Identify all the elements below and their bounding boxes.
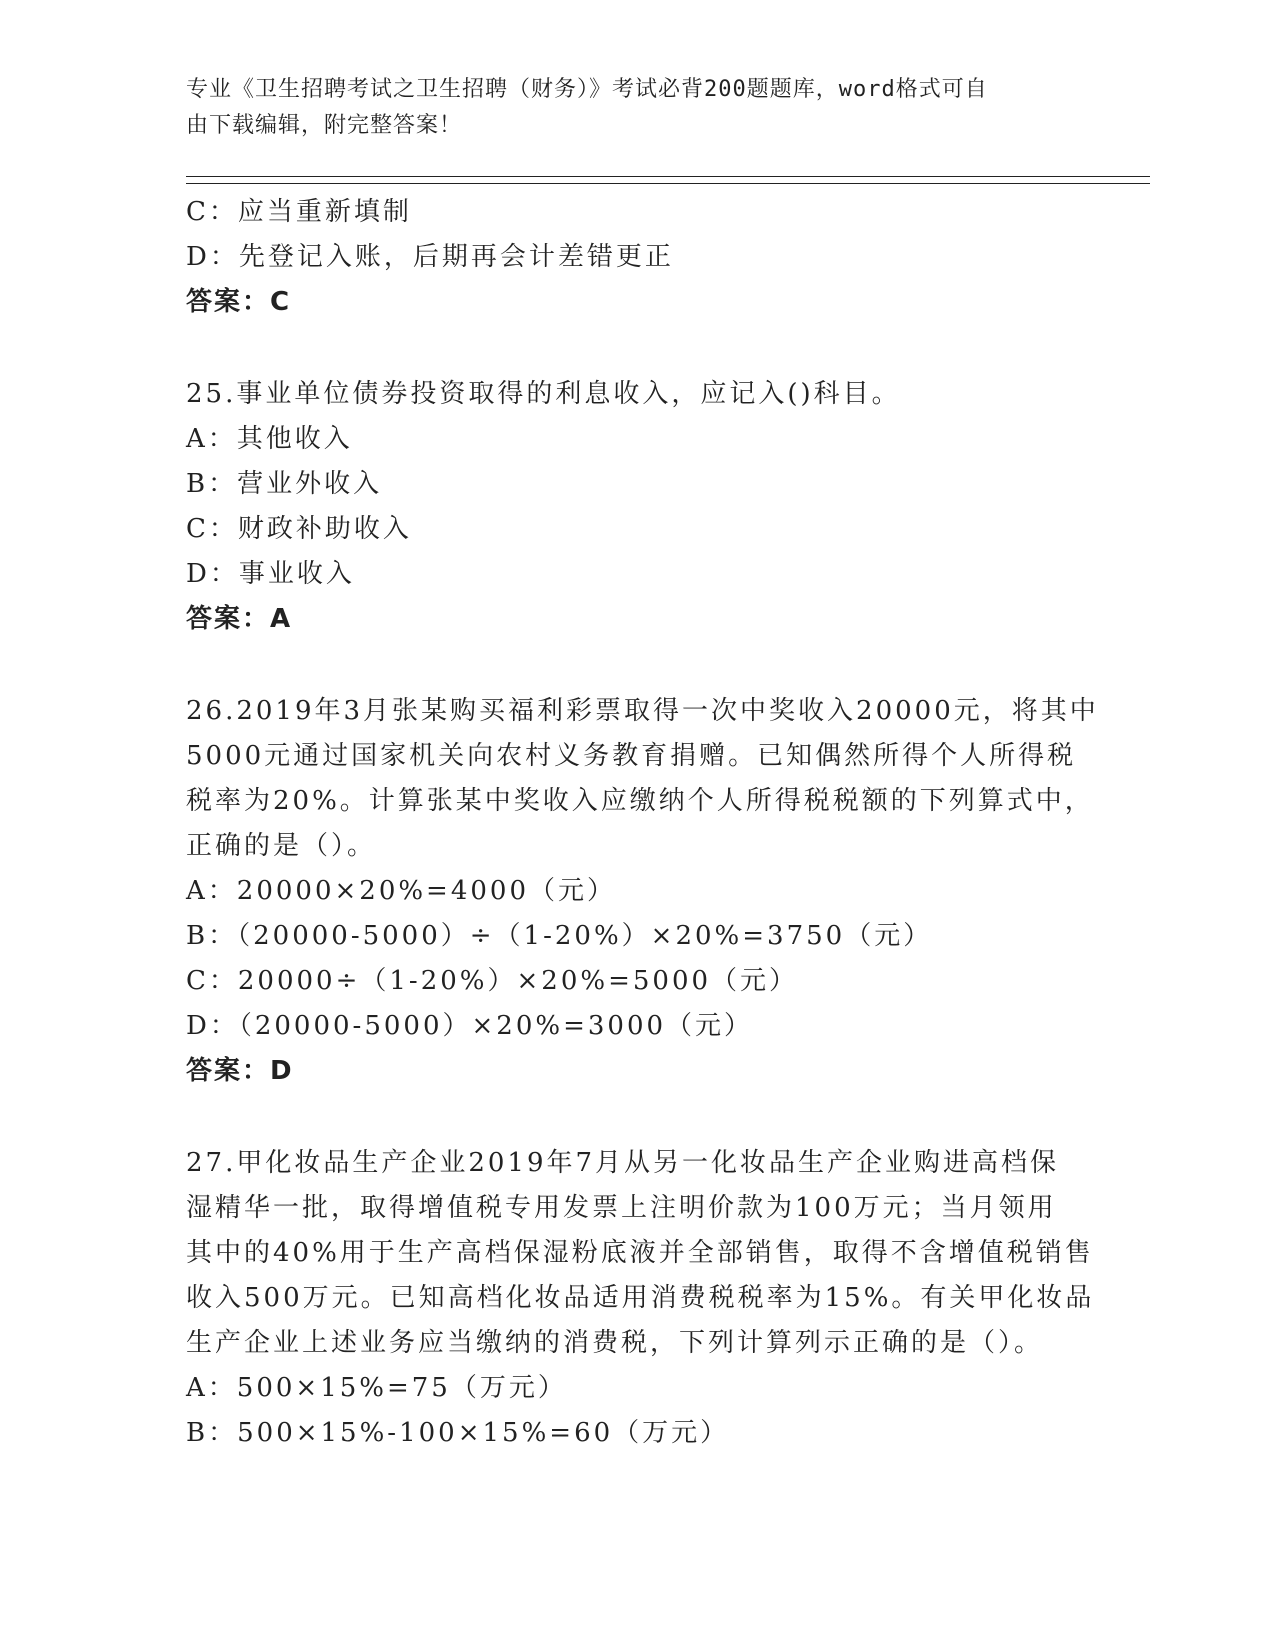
- question-stem-line: 湿精华一批，取得增值税专用发票上注明价款为100万元；当月领用: [186, 1193, 1057, 1223]
- question-stem-line: 生产企业上述业务应当缴纳的消费税，下列计算列示正确的是（）。: [186, 1328, 1044, 1358]
- option-d: D：先登记入账，后期再会计差错更正: [186, 242, 674, 272]
- spacer: [186, 325, 1086, 372]
- header-divider: [186, 176, 1150, 184]
- option-c: C：财政补助收入: [186, 514, 412, 544]
- option-a: A：500×15%=75（万元）: [186, 1373, 567, 1403]
- question-26: [186, 689, 1099, 1094]
- header-line-2: 由下载编辑，附完整答案！: [186, 113, 463, 138]
- question-stem-line: 收入500万元。已知高档化妆品适用消费税税率为15%。有关甲化妆品: [186, 1283, 1095, 1313]
- option-a: A：20000×20%=4000（元）: [186, 876, 617, 906]
- option-a: A：其他收入: [186, 424, 353, 454]
- option-d: D：事业收入: [186, 559, 355, 589]
- answer: 答案：A: [186, 604, 293, 634]
- option-c: C：应当重新填制: [186, 197, 412, 227]
- option-c: C：20000÷（1-20%）×20%=5000（元）: [186, 966, 799, 996]
- question-stem-line: 27.甲化妆品生产企业2019年7月从另一化妆品生产企业购进高档保: [186, 1148, 1060, 1178]
- document-header: [186, 72, 1066, 144]
- document-body: [186, 190, 1099, 1456]
- answer: 答案：D: [186, 1056, 294, 1086]
- question-25: [186, 372, 1086, 642]
- question-stem-line: 其中的40%用于生产高档保湿粉底液并全部销售，取得不含增值税销售: [186, 1238, 1094, 1268]
- question-stem: 25.事业单位债券投资取得的利息收入，应记入()科目。: [186, 379, 901, 409]
- question-24: [186, 190, 1086, 325]
- answer: 答案：C: [186, 287, 292, 317]
- question-stem-line: 26.2019年3月张某购买福利彩票取得一次中奖收入20000元，将其中: [186, 696, 1099, 726]
- spacer: [186, 1094, 1086, 1141]
- question-27: [186, 1141, 1095, 1456]
- option-b: B：营业外收入: [186, 469, 383, 499]
- spacer: [186, 642, 1086, 689]
- header-line-1: 专业《卫生招聘考试之卫生招聘（财务）》考试必背200题题库，word格式可自: [186, 77, 988, 102]
- option-d: D：（20000-5000）×20%=3000（元）: [186, 1011, 754, 1041]
- option-b: B：（20000-5000）÷（1-20%）×20%=3750（元）: [186, 921, 933, 951]
- question-stem-line: 正确的是（）。: [186, 831, 377, 861]
- option-b: B：500×15%-100×15%=60（万元）: [186, 1418, 730, 1448]
- question-stem-line: 5000元通过国家机关向农村义务教育捐赠。已知偶然所得个人所得税: [186, 741, 1077, 771]
- question-stem-line: 税率为20%。计算张某中奖收入应缴纳个人所得税税额的下列算式中，: [186, 786, 1094, 816]
